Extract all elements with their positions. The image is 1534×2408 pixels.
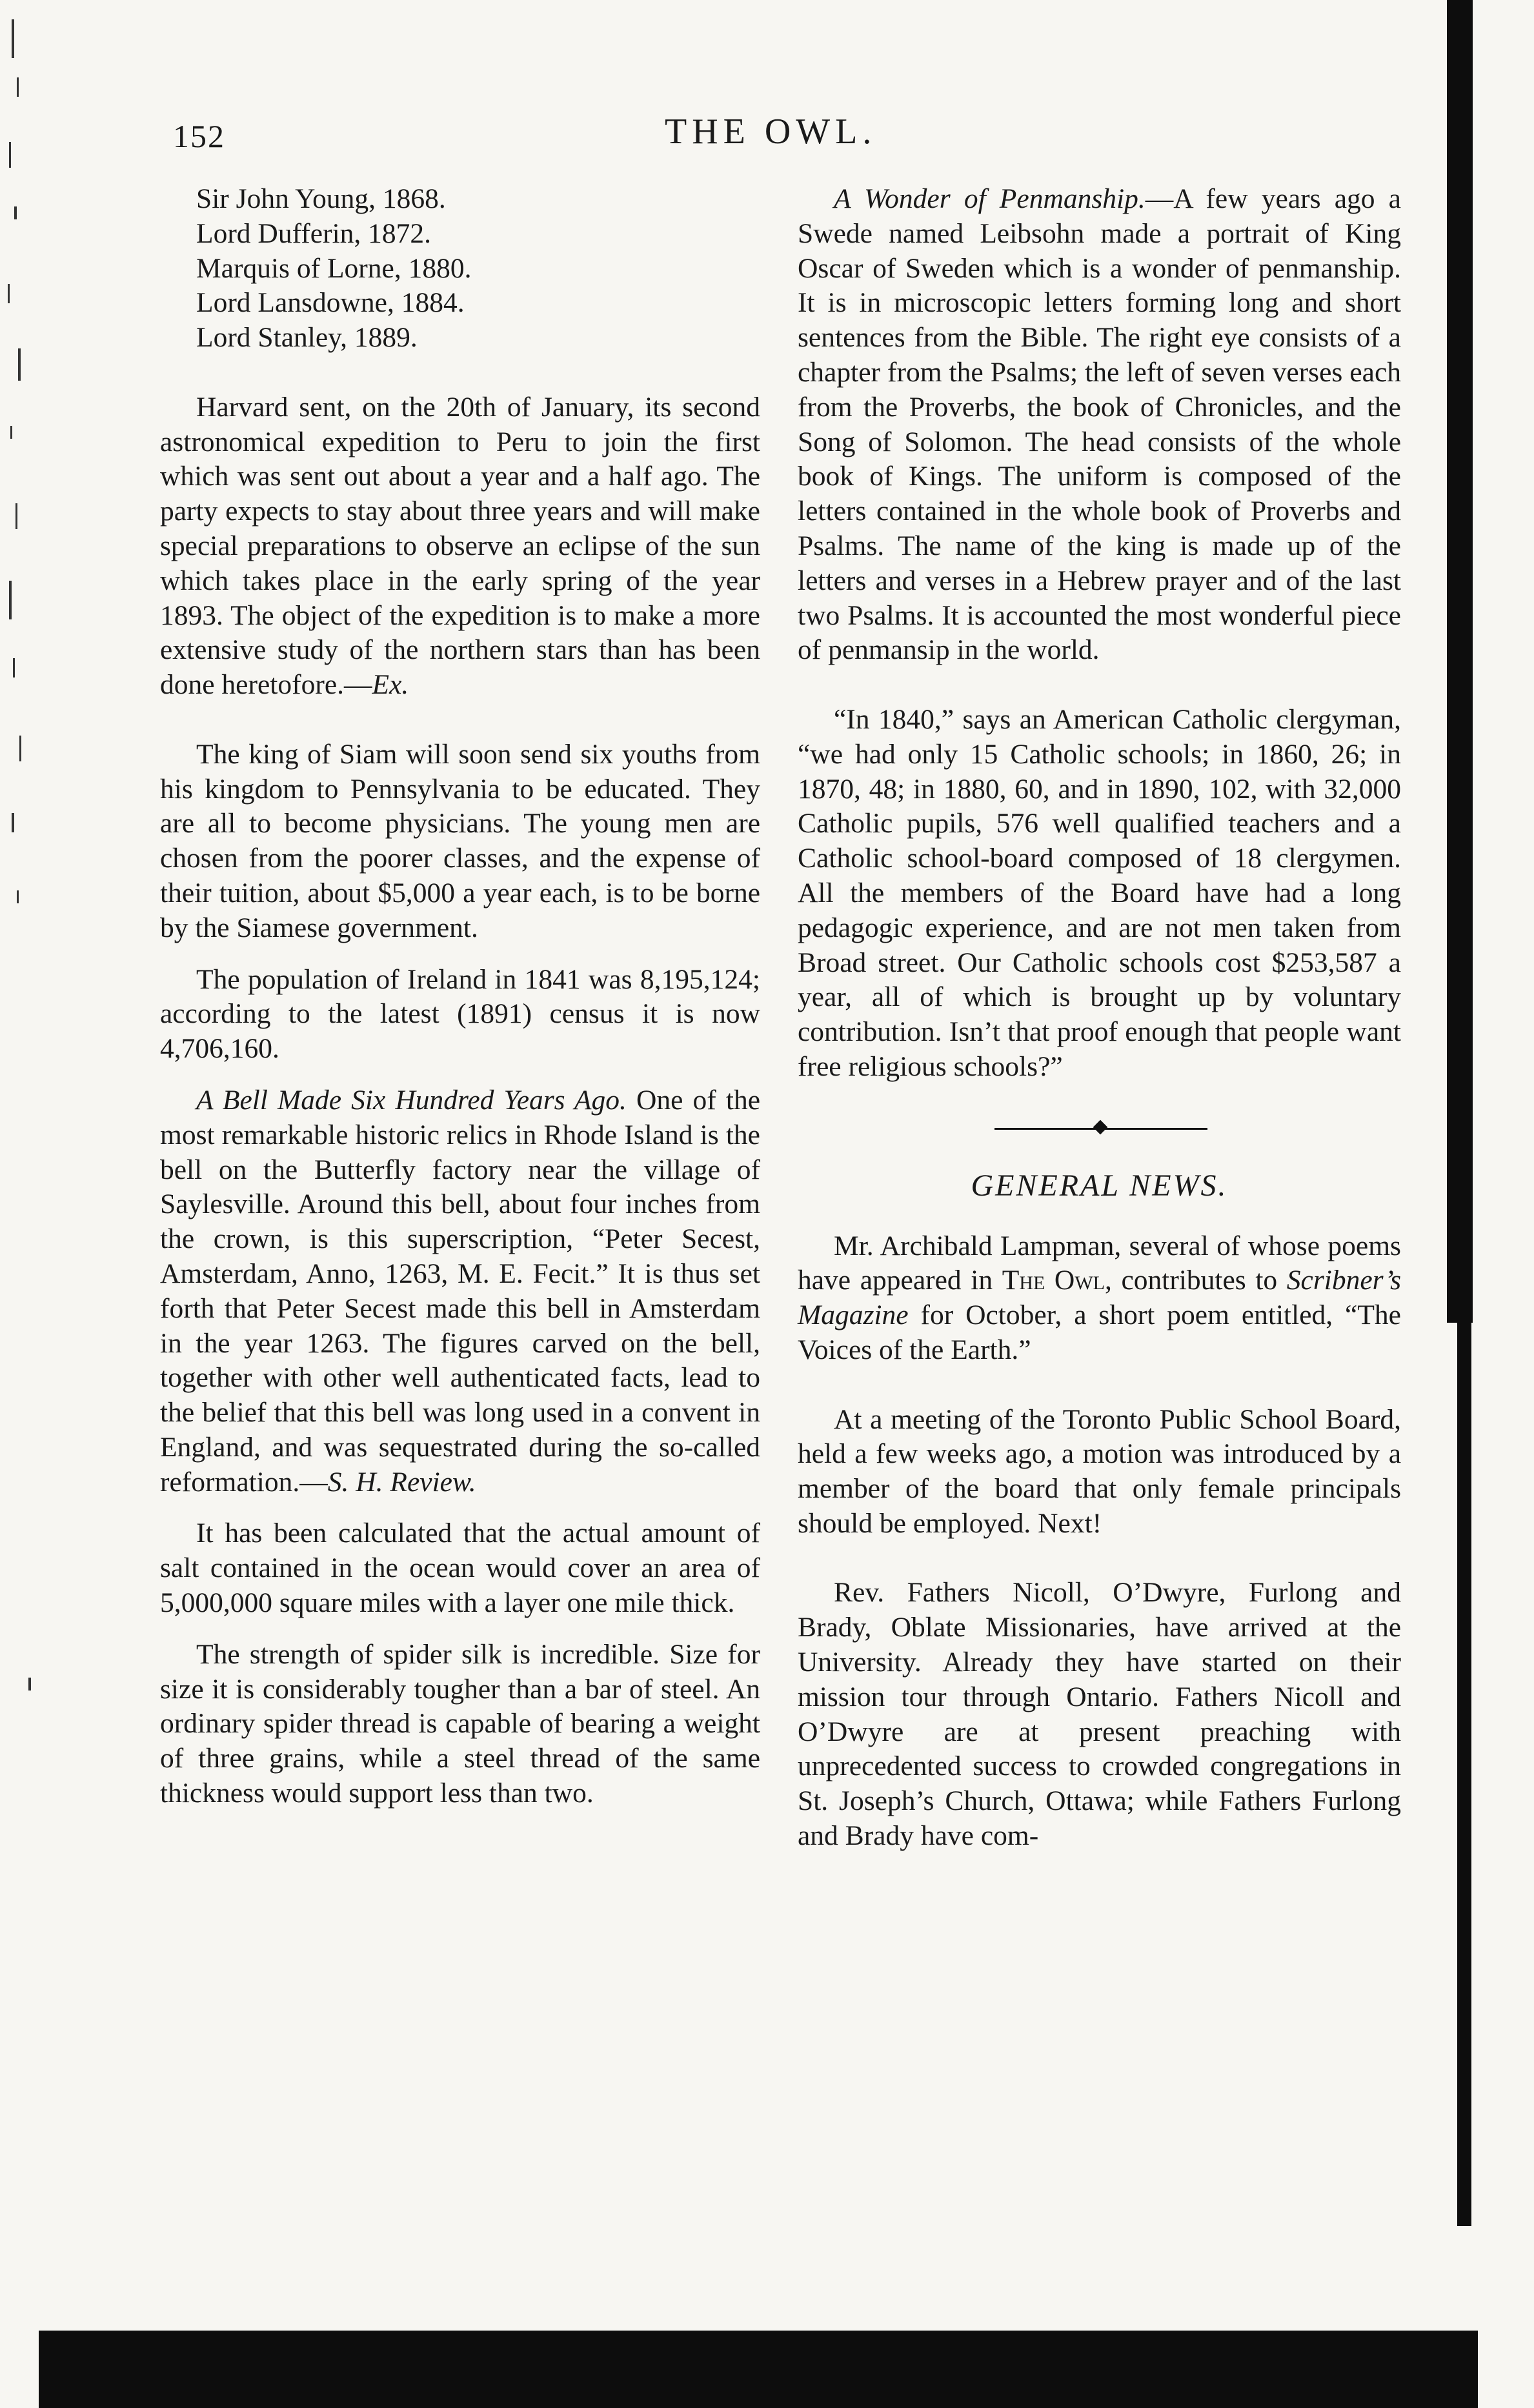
list-item: Marquis of Lorne, 1880. (196, 252, 472, 284)
page-number: 152 (173, 118, 225, 154)
left-column (160, 182, 760, 1811)
bell-paragraph: A Bell Made Six Hundred Years Ago. One of the most remarkable historic relics in Rhode Island is the bell on the Butterfly factory near the village of Saylesville. Around this bell, about four inches from the crown, is this superscription, “Peter Secest, Amsterdam, Anno, 1263, M. E. Fecit.” It is thus set forth that Peter Secest made this bell in Amsterdam in the year 1263. The figures carved on the bell, together with other well authenticated facts, lead to the belief that this bell was long used in a convent in England, and was sequestrated during the so-called reformation.—S. H. Review. (160, 1084, 760, 1498)
section-divider (798, 1110, 1401, 1149)
fathers-paragraph: Rev. Fathers Nicoll, O’Dwyre, Furlong and Brady, Oblate Missionaries, have arrived at the University. Already they have started on their mission tour through Ontario. Fathers Nicoll and O’Dwyre are at present preaching with unprecedented success to crowded congregations in St. Joseph’s Church, Ottawa; while Fathers Furlong and Brady have com- (798, 1577, 1401, 1852)
spider-paragraph: The strength of spider silk is incredible. Size for size it is considerably tougher than a bar of steel. An ordinary spider thread is capable of bearing a weight of three grains, while a steel thread of the same thickness would support less than two. (160, 1638, 760, 1809)
penmanship-paragraph: A Wonder of Penmanship.—A few years ago a Swede named Leibsohn made a portrait of King Oscar of Sweden which is a wonder of penmanship. It is in microscopic letters forming long and short sentences from the Bible. The right eye consists of a chapter from the Psalms; the left of seven verses each from the Proverbs, the book of Chronicles, and the Song of Solomon. The head consists of the whole book of Kings. The uniform is composed of the letters contained in the whole book of Proverbs and Psalms. The name of the king is made up of the letters and verses in a Hebrew prayer and of the last two Psalms. It is accounted the most wonderful piece of penmansip in the world. (798, 183, 1401, 666)
toronto-paragraph: At a meeting of the Toronto Public School Board, held a few weeks ago, a motion was introduced by a member of the board that only female principals should be employed. Next! (798, 1403, 1401, 1539)
governors-list (160, 182, 760, 356)
schools-paragraph: “In 1840,” says an American Catholic clergyman, “we had only 15 Catholic schools; in 1860, 26; in 1870, 48; in 1880, 60, and in 1890, 102, with 32,000 Catholic pupils, 576 well qualified teachers and a Catholic school-board composed of 18 clergymen. All the members of the Board have had a long pedagogic experience, and are not men taken from Broad street. Our Catholic schools cost $253,587 a year, all of which is brought up by voluntary contribution. Isn’t that proof enough that people want free religious schools?” (798, 703, 1401, 1082)
right-column (798, 182, 1401, 1854)
harvard-paragraph: Harvard sent, on the 20th of January, its second astronomical expedition to Peru to join the first which was sent out about a year and a half ago. The party expects to stay about three years and will make special preparations to observe an eclipse of the sun which takes place in the early spring of the year 1893. The object of the expedition is to make a more extensive study of the northern stars than has been done heretofore.—Ex. (160, 391, 760, 701)
lampman-paragraph: Mr. Archibald Lampman, several of whose poems have appeared in The Owl, contributes to Scribner’s Magazine for October, a short poem entitled, “The Voices of the Earth.” (798, 1230, 1402, 1365)
bell-title: A Bell Made Six Hundred Years Ago. (196, 1084, 627, 1116)
scan-border-right-lower (1457, 1323, 1471, 2226)
running-title: THE OWL. (665, 112, 877, 152)
salt-paragraph: It has been calculated that the actual amount of salt contained in the ocean would cover an area of 5,000,000 square miles with a layer one mile thick. (160, 1518, 760, 1619)
scan-border-right (1447, 0, 1473, 1323)
scan-bottom-band (39, 2331, 1478, 2408)
divider-ornament (1093, 1119, 1108, 1134)
section-heading: GENERAL NEWS. (971, 1168, 1228, 1203)
ireland-paragraph: The population of Ireland in 1841 was 8,195,124; according to the latest (1891) census it is now 4,706,160. (160, 963, 760, 1065)
penmanship-title: A Wonder of Penmanship. (834, 183, 1145, 214)
list-item: Lord Dufferin, 1872. (196, 217, 432, 249)
list-item: Sir John Young, 1868. (196, 183, 446, 214)
siam-paragraph: The king of Siam will soon send six youths from his kingdom to Pennsylvania to be educated. They are all to become physicians. The young men are chosen from the poorer classes, and the expense of their tuition, about $5,000 a year each, is to be borne by the Siamese government. (160, 738, 760, 943)
scan-edge-marks (0, 13, 39, 1691)
list-item: Lord Stanley, 1889. (196, 322, 418, 354)
list-item: Lord Lansdowne, 1884. (196, 287, 465, 319)
